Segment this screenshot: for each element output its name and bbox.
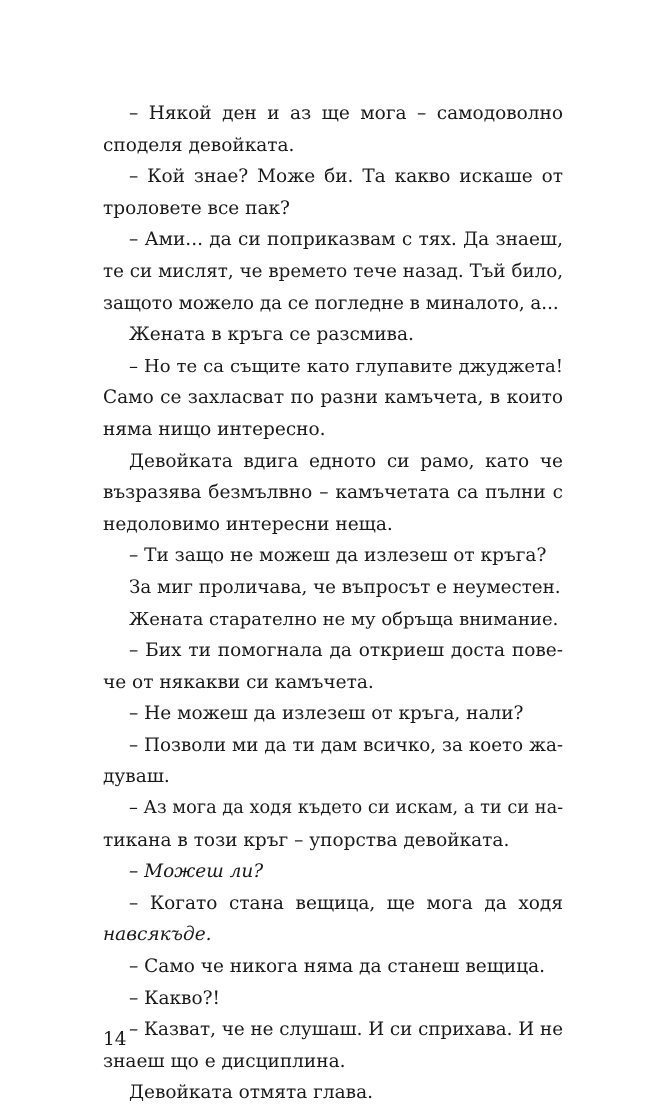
text-line: няма нищо интересно. bbox=[103, 418, 326, 440]
text-line: За миг проличава, че въпросът е неуместен. bbox=[129, 576, 561, 598]
text-line-italic: навсякъде. bbox=[103, 924, 212, 946]
text-line: те си мислят, че времето тече назад. Тъй било, bbox=[103, 260, 563, 282]
text-line: троловете все пак? bbox=[103, 197, 290, 219]
text-line: – Какво?! bbox=[129, 987, 220, 1009]
text-line: – Само че никога няма да станеш вещица. bbox=[129, 956, 546, 978]
text-line: – Казват, че не слушаш. И си сприхава. И не bbox=[129, 1019, 563, 1041]
text-line: споделя девойката. bbox=[103, 134, 295, 156]
text-line: знаеш що е дисциплина. bbox=[103, 1050, 346, 1072]
text-line: дуваш. bbox=[103, 766, 170, 788]
text-line: – Ами... да си поприказвам с тях. Да знаеш, bbox=[129, 229, 563, 251]
text-line: че от някакви си камъчета. bbox=[103, 671, 374, 693]
text-line: – Аз мога да ходя където си искам, а ти си на- bbox=[129, 798, 563, 819]
text-line: недоловимо интересни неща. bbox=[103, 513, 393, 535]
page-number: 14 bbox=[103, 1029, 127, 1050]
text-line: Девойката вдига едното си рамо, като че bbox=[129, 450, 563, 472]
text-line: Жената старателно не му обръща внимание. bbox=[129, 608, 559, 630]
text-line: – Когато стана вещица, ще мога да ходя bbox=[129, 892, 563, 914]
text-line: – Кой знае? Може би. Та какво искаше от bbox=[129, 166, 563, 188]
text-line: Жената в кръга се разсмива. bbox=[129, 324, 414, 346]
text-line: – Някой ден и аз ще мога – самодоволно bbox=[129, 103, 563, 124]
text-line: защото можело да се погледне в миналото, а... bbox=[103, 292, 559, 314]
body-text bbox=[103, 98, 563, 1109]
text-line: – Но те са същите като глупавите джуджета! bbox=[129, 355, 563, 377]
text-line-italic: – Можеш ли? bbox=[129, 861, 264, 883]
text-line: – Не можеш да излезеш от кръга, нали? bbox=[129, 703, 524, 725]
text-line: – Позволи ми да ти дам всичко, за което жа- bbox=[129, 734, 563, 756]
text-line: Девойката отмята глава. bbox=[129, 1082, 373, 1104]
text-line: – Бих ти помогнала да откриеш доста пове- bbox=[129, 640, 563, 662]
text-line: възразява безмълвно – камъчетата са пълни с bbox=[103, 482, 563, 504]
text-line: тикана в този кръг – упорства девойката. bbox=[103, 829, 510, 851]
text-line: Само се захласват по разни камъчета, в които bbox=[103, 387, 563, 409]
text-line: – Ти защо не можеш да излезеш от кръга? bbox=[129, 545, 547, 567]
